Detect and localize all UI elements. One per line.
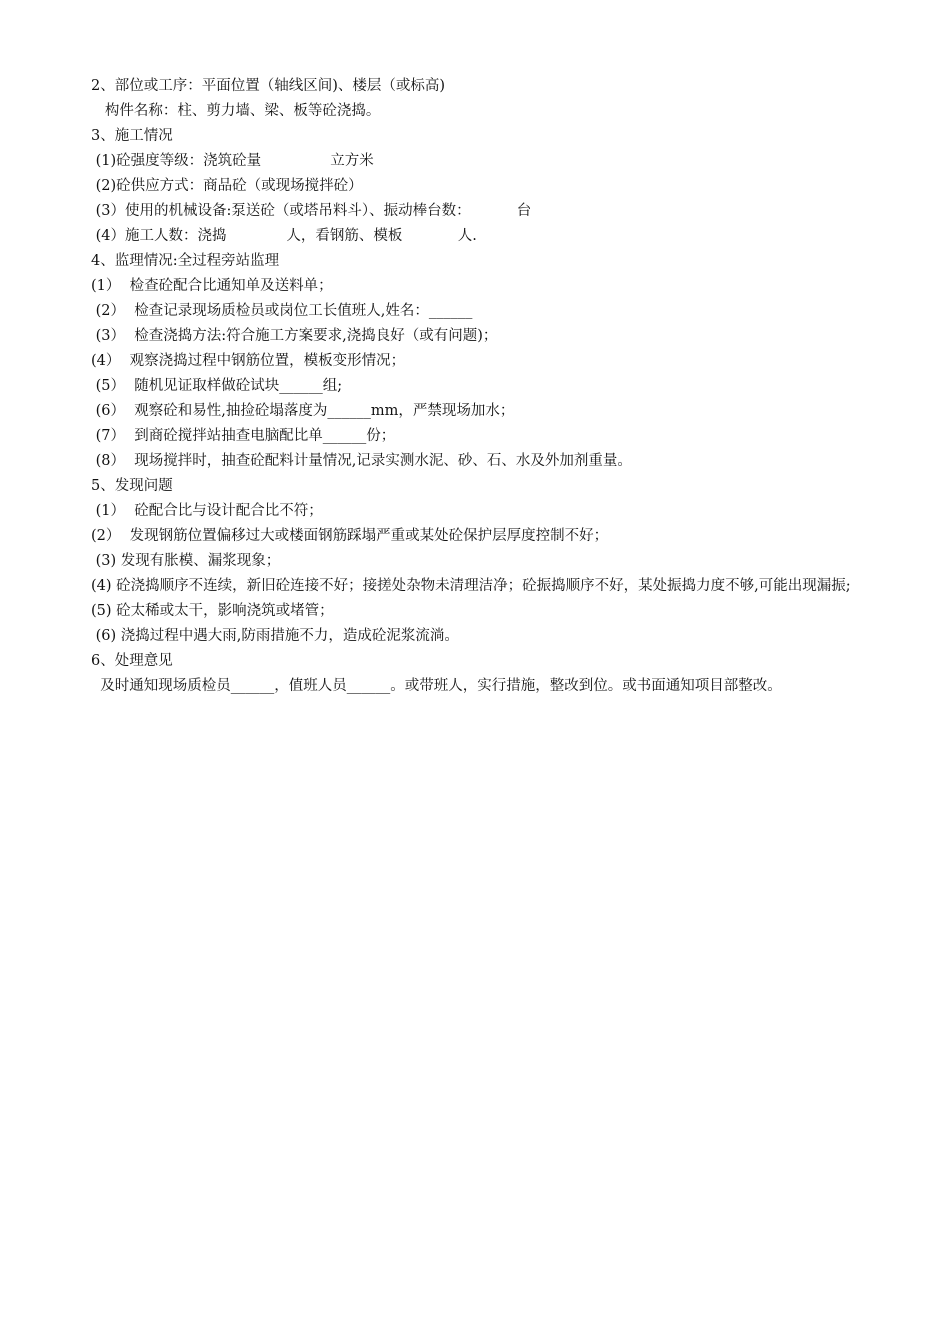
section-3-title: 3、施工情况 <box>91 128 173 144</box>
section-3-item-3: (3）使用的机械设备:泵送砼（或塔吊料斗）、振动棒台数： 台 <box>91 203 532 219</box>
section-4-item-3: (3） 检查浇捣方法:符合施工方案要求,浇捣良好（或有问题)； <box>91 328 498 344</box>
section-4-item-5: (5） 随机见证取样做砼试块______组; <box>91 378 343 394</box>
section-5-item-1: (1） 砼配合比与设计配合比不符； <box>91 503 323 519</box>
section-4-item-2: (2） 检查记录现场质检员或岗位工长值班人,姓名：______ <box>91 303 473 319</box>
section-2-title: 2、部位或工序：平面位置（轴线区间)、楼层（或标高) <box>91 78 446 94</box>
section-5-title: 5、发现问题 <box>91 478 173 494</box>
section-4-item-6: (6） 观察砼和易性,抽捡砼塌落度为______mm，严禁现场加水； <box>91 403 515 419</box>
section-4-item-8: (8） 现场搅拌时，抽查砼配料计量情况,记录实测水泥、砂、石、水及外加剂重量。 <box>91 453 632 469</box>
section-4-item-7: (7） 到商砼搅拌站抽查电脑配比单______份； <box>91 428 396 444</box>
section-3-item-2: (2)砼供应方式：商品砼（或现场搅拌砼） <box>91 178 363 194</box>
section-4-item-4: (4） 观察浇捣过程中钢筋位置，模板变形情况； <box>91 353 406 369</box>
section-3-item-1: (1)砼强度等级：浇筑砼量 立方米 <box>91 153 374 169</box>
section-6-title: 6、处理意见 <box>91 653 173 669</box>
section-3-item-4: (4）施工人数：浇捣 人，看钢筋、模板 人. <box>91 228 477 244</box>
section-5-item-2: (2） 发现钢筋位置偏移过大或楼面钢筋踩塌严重或某处砼保护层厚度控制不好； <box>91 528 609 544</box>
section-5-item-3: (3) 发现有胀模、漏浆现象； <box>91 553 281 569</box>
section-5-item-4: (4) 砼浇捣顺序不连续，新旧砼连接不好；接搓处杂物未清理洁净；砼振捣顺序不好，某处振捣力度不够,可能出现漏振; <box>91 578 851 594</box>
section-2-component-names: 构件名称：柱、剪力墙、梁、板等砼浇捣。 <box>91 103 381 119</box>
section-4-item-1: (1） 检查砼配合比通知单及送料单； <box>91 278 333 294</box>
section-5-item-6: (6) 浇捣过程中遇大雨,防雨措施不力，造成砼泥浆流淌。 <box>91 628 459 644</box>
section-5-item-5: (5) 砼太稀或太干，影响浇筑或堵管； <box>91 603 334 619</box>
section-6-body: 及时通知现场质检员______，值班人员______。或带班人，实行措施，整改到位。或书面通知项目部整改。 <box>91 678 782 694</box>
section-4-title: 4、监理情况:全过程旁站监理 <box>91 253 280 269</box>
document-body <box>91 74 891 699</box>
